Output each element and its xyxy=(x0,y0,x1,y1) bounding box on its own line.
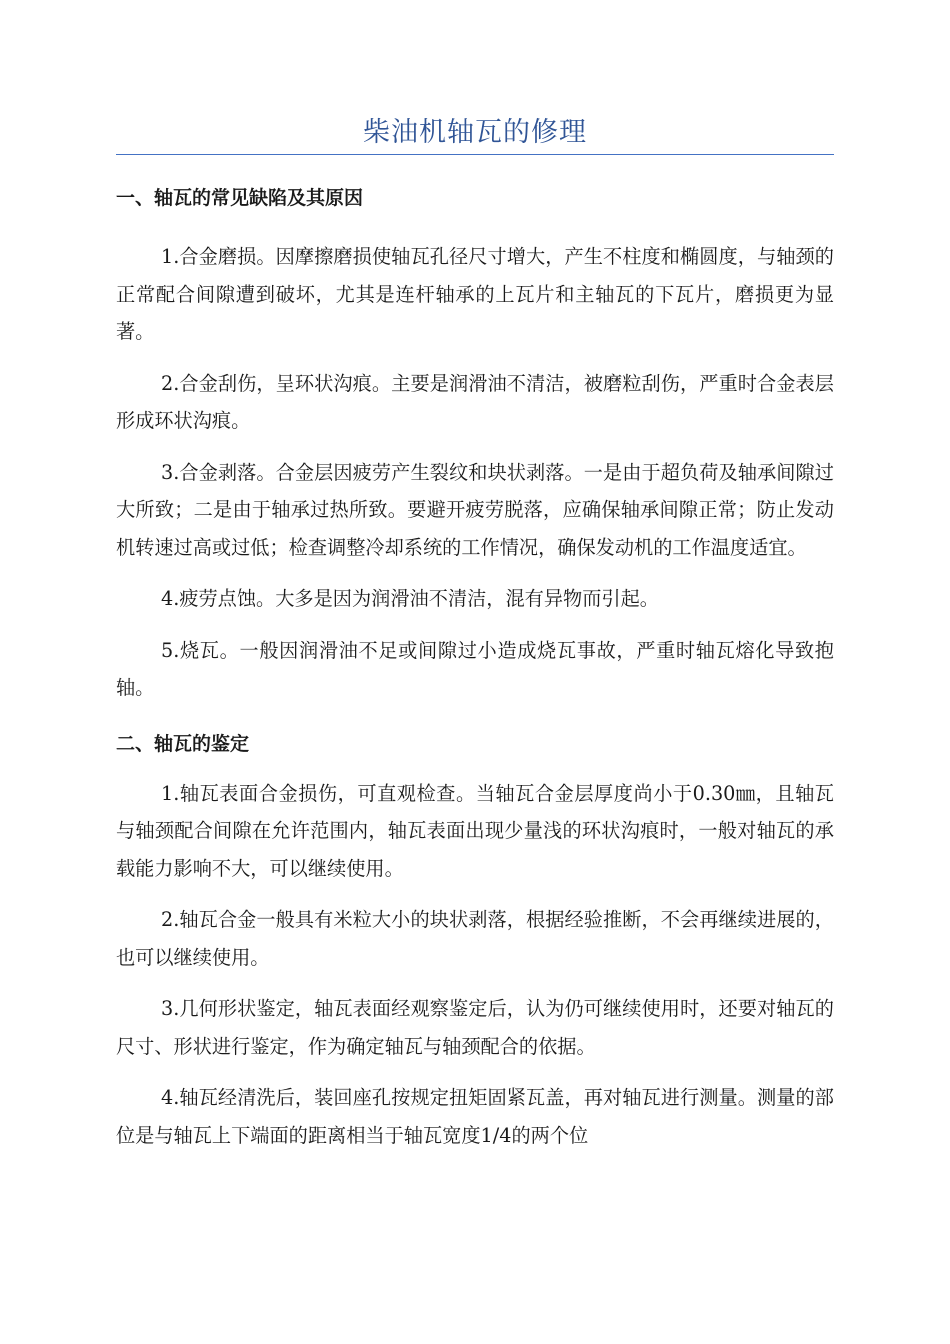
paragraph-fatigue-pitting: 4.疲劳点蚀。大多是因为润滑油不清洁，混有异物而引起。 xyxy=(161,587,659,610)
paragraph-alloy-scratch: 2.合金刮伤，呈环状沟痕。主要是润滑油不清洁，被磨粒刮伤，严重时合金表层形成环状沟痕。 xyxy=(116,371,834,432)
document-title: 柴油机轴瓦的修理 xyxy=(363,117,587,148)
paragraph-burned-bearing: 5.烧瓦。一般因润滑油不足或间隙过小造成烧瓦事故，严重时轴瓦熔化导致抱轴。 xyxy=(116,638,834,699)
paragraph-alloy-wear: 1.合金磨损。因摩擦磨损使轴瓦孔径尺寸增大，产生不柱度和椭圆度，与轴颈的正常配合间隙遭到破坏，尤其是连杆轴承的上瓦片和主轴瓦的下瓦片，磨损更为显著。 xyxy=(116,245,834,343)
section-heading-identification: 二、轴瓦的鉴定 xyxy=(116,732,250,755)
paragraph-alloy-peeling: 3.合金剥落。合金层因疲劳产生裂纹和块状剥落。一是由于超负荷及轴承间隙过大所致；二是由于轴承过热所致。要避开疲劳脱落，应确保轴承间隙正常；防止发动机转速过高或过低；检查调整冷却系统的工作情况，确保发动机的工作温度适宜。 xyxy=(116,460,834,559)
paragraph-surface-damage: 1.轴瓦表面合金损伤，可直观检查。当轴瓦合金层厚度尚小于0.30㎜，且轴瓦与轴颈配合间隙在允许范围内，轴瓦表面出现少量浅的环状沟痕时，一般对轴瓦的承载能力影响不大，可以继续使用。 xyxy=(116,781,834,880)
section-heading-defects: 一、轴瓦的常见缺陷及其原因 xyxy=(116,187,364,209)
document-page xyxy=(116,0,834,1154)
title-underline xyxy=(116,154,834,155)
paragraph-geometry-check: 3.几何形状鉴定，轴瓦表面经观察鉴定后，认为仍可继续使用时，还要对轴瓦的尺寸、形状进行鉴定，作为确定轴瓦与轴颈配合的依据。 xyxy=(116,997,834,1058)
paragraph-measurement: 4.轴瓦经清洗后，装回座孔按规定扭矩固紧瓦盖，再对轴瓦进行测量。测量的部位是与轴瓦上下端面的距离相当于轴瓦宽度1/4的两个位 xyxy=(116,1086,834,1147)
paragraph-block-peeling: 2.轴瓦合金一般具有米粒大小的块状剥落，根据经验推断，不会再继续进展的，也可以继续使用。 xyxy=(116,908,834,969)
